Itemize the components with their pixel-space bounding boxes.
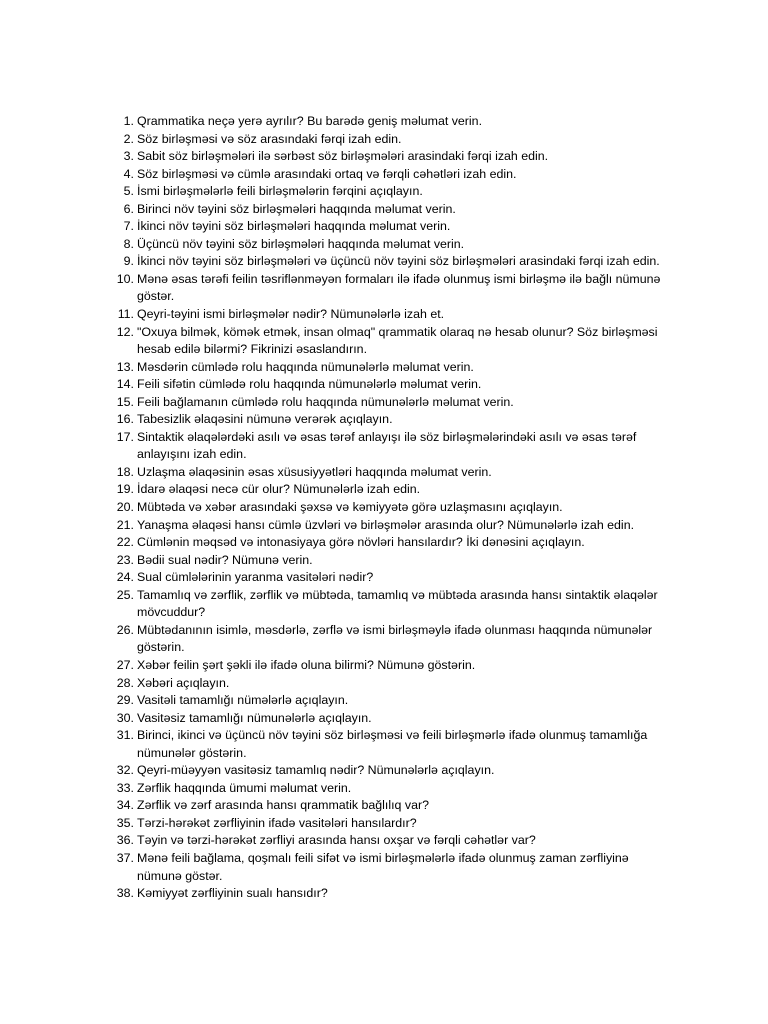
list-item-number: 21. <box>116 517 134 532</box>
list-item <box>110 692 670 710</box>
list-item-text: İdarə əlaqəsi necə cür olur? Nümunələrlə izah edin. <box>137 482 421 497</box>
list-item <box>110 657 670 675</box>
list-item-text: Birinci növ təyini söz birləşmələri haqqında məlumat verin. <box>137 201 456 216</box>
list-item-number: 24. <box>116 570 134 585</box>
list-item <box>110 271 670 306</box>
list-item-number: 18. <box>116 464 134 479</box>
list-item-text: Qrammatika neçə yerə ayrılır? Bu barədə geniş məlumat verin. <box>137 114 483 128</box>
list-item <box>110 218 670 236</box>
list-item <box>110 253 670 271</box>
list-item <box>110 885 670 903</box>
list-item-text: Söz birləşməsi və söz arasındaki fərqi izah edin. <box>137 131 402 146</box>
list-item-number: 4. <box>123 166 134 181</box>
list-item <box>110 183 670 201</box>
list-item <box>110 148 670 166</box>
list-item-number: 19. <box>116 482 134 497</box>
list-item-text: Bədii sual nədir? Nümunə verin. <box>137 552 313 567</box>
list-item-number: 1. <box>123 114 134 128</box>
list-item-text: Təyin və tərzi-hərəkət zərfliyi arasında hansı oxşar və fərqli cəhətlər var? <box>137 833 536 848</box>
list-item-text: Vasitəli tamamlığı nümələrlə açıqlayın. <box>137 693 349 708</box>
list-item-number: 11. <box>117 307 134 322</box>
list-item <box>110 481 670 499</box>
list-item-number: 17. <box>116 429 134 444</box>
list-item-number: 26. <box>116 622 134 637</box>
list-item-text: Tamamlıq və zərflik, zərflik və mübtəda, tamamlıq və mübtəda arasında hansı sintaktik əlaqələr mövcuddur? <box>137 587 658 620</box>
list-item-text: Yanaşma əlaqəsi hansı cümlə üzvləri və birləşmələr arasında olur? Nümunələrlə izah edin. <box>137 517 635 532</box>
list-item-text: Tərzi-hərəkət zərfliyinin ifadə vasitələri hansılardır? <box>137 815 417 830</box>
list-item-number: 36. <box>116 833 134 848</box>
list-item <box>110 517 670 535</box>
list-item-text: Zərflik haqqında ümumi məlumat verin. <box>137 780 352 795</box>
list-item-number: 38. <box>116 886 134 901</box>
list-item-number: 14. <box>116 377 134 392</box>
list-item-number: 16. <box>116 412 134 427</box>
list-item-number: 37. <box>116 850 134 865</box>
list-item-number: 3. <box>123 149 134 164</box>
list-item-text: Qeyri-müəyyən vasitəsiz tamamlıq nədir? Nümunələrlə açıqlayın. <box>137 763 495 778</box>
list-item <box>110 710 670 728</box>
list-item-number: 33. <box>116 780 134 795</box>
list-item-number: 25. <box>116 587 134 602</box>
list-item <box>110 324 670 359</box>
list-item-number: 22. <box>116 535 134 550</box>
list-item <box>110 780 670 798</box>
list-item-number: 12. <box>116 324 134 339</box>
list-item <box>110 675 670 693</box>
list-item-number: 23. <box>116 552 134 567</box>
list-item-text: Zərflik və zərf arasında hansı qrammatik bağlılıq var? <box>137 798 429 813</box>
list-item <box>110 534 670 552</box>
list-item-number: 20. <box>116 500 134 515</box>
list-item-number: 7. <box>123 219 134 234</box>
list-item-text: Sual cümlələrinin yaranma vasitələri nədir? <box>137 570 374 585</box>
list-item-text: Feili bağlamanın cümlədə rolu haqqında nümunələrlə məlumat verin. <box>137 394 514 409</box>
list-item <box>110 166 670 184</box>
list-item-number: 35. <box>116 815 134 830</box>
list-item-text: İkinci növ təyini söz birləşmələri və üçüncü növ təyini söz birləşmələri arasindaki fərqi izah edin. <box>137 254 660 269</box>
list-item-text: "Oxuya bilmək, kömək etmək, insan olmaq" qrammatik olaraq nə hesab olunur? Söz birləşməsi hesab edilə bilərmi? Fikrinizi əsaslandırın. <box>137 324 658 357</box>
list-item-text: Mübtədanının isimlə, məsdərlə, zərflə və ismi birləşməylə ifadə olunması haqqında nümunələr göstərin. <box>137 622 653 655</box>
list-item-number: 27. <box>116 657 134 672</box>
list-item-number: 2. <box>123 131 134 146</box>
list-item <box>110 359 670 377</box>
list-item-number: 9. <box>123 254 134 269</box>
list-item <box>110 850 670 885</box>
list-item <box>110 499 670 517</box>
list-item <box>110 762 670 780</box>
list-item <box>110 429 670 464</box>
list-item-text: Xəbər feilin şərt şəkli ilə ifadə oluna bilirmi? Nümunə göstərin. <box>137 657 476 672</box>
list-item <box>110 113 670 131</box>
list-item <box>110 411 670 429</box>
list-item-text: Feili sifətin cümlədə rolu haqqında nümunələrlə məlumat verin. <box>137 377 482 392</box>
list-item-number: 8. <box>123 236 134 251</box>
list-item <box>110 201 670 219</box>
list-item-number: 34. <box>116 798 134 813</box>
list-item <box>110 832 670 850</box>
list-item-text: Xəbəri açıqlayın. <box>137 675 230 690</box>
list-item-text: Söz birləşməsi və cümlə arasındaki ortaq və fərqli cəhətləri izah edin. <box>137 166 517 181</box>
list-item-text: Məsdərin cümlədə rolu haqqında nümunələrlə məlumat verin. <box>137 359 474 374</box>
list-item <box>110 569 670 587</box>
list-item <box>110 622 670 657</box>
list-item <box>110 727 670 762</box>
list-item-text: İkinci növ təyini söz birləşmələri haqqında məlumat verin. <box>137 219 451 234</box>
list-item-text: Birinci, ikinci və üçüncü növ təyini söz birləşməsi və feili birləşmərlə ifadə olunmuş tamamlığa nümunələr göstərin. <box>137 728 648 760</box>
list-item-text: Sabit söz birləşmələri ilə sərbəst söz birləşmələri arasindaki fərqi izah edin. <box>137 149 549 164</box>
list-item-number: 29. <box>116 693 134 708</box>
list-item <box>110 131 670 149</box>
list-item-text: Vasitəsiz tamamlığı nümunələrlə açıqlayın. <box>137 710 372 725</box>
list-item-number: 31. <box>116 728 134 743</box>
list-item-text: Mənə əsas tərəfi feilin təsriflənməyən formaları ilə ifadə olunmuş ismi birləşmə ilə bağlı nümunə göstər. <box>137 271 661 304</box>
list-item-text: Kəmiyyət zərfliyinin sualı hansıdır? <box>137 886 328 901</box>
list-item-number: 28. <box>116 675 134 690</box>
list-item <box>110 797 670 815</box>
list-item-number: 13. <box>116 359 134 374</box>
list-item <box>110 587 670 622</box>
list-item-text: Üçüncü növ təyini söz birləşmələri haqqında məlumat verin. <box>137 236 465 251</box>
list-item-number: 6. <box>123 201 134 216</box>
list-item <box>110 306 670 324</box>
question-list <box>110 113 670 903</box>
list-item-text: Mənə feili bağlama, qoşmalı feili sifət və ismi birləşmələrlə ifadə olunmuş zaman zərfliyinə nümunə göstər. <box>137 850 629 883</box>
list-item <box>110 376 670 394</box>
list-item-text: Cümlənin məqsəd və intonasiyaya görə növləri hansılardır? İki dənəsini açıqlayın. <box>137 535 585 550</box>
list-item-text: Qeyri-təyini ismi birləşmələr nədir? Nümunələrlə izah et. <box>137 307 445 322</box>
list-item-number: 32. <box>116 763 134 778</box>
list-item-number: 30. <box>116 710 134 725</box>
list-item-text: Uzlaşma əlaqəsinin əsas xüsusiyyətləri haqqında məlumat verin. <box>137 464 492 479</box>
list-item-text: Sintaktik əlaqələrdəki asılı və əsas tərəf anlayışı ilə söz birləşmələrindəki asılı və əsas tərəf anlayışını izah edin. <box>137 429 637 462</box>
list-item <box>110 815 670 833</box>
list-item-number: 15. <box>116 394 134 409</box>
list-item-number: 10. <box>116 271 134 286</box>
list-item-text: Mübtəda və xəbər arasındaki şəxsə və kəmiyyətə görə uzlaşmasını açıqlayın. <box>137 500 563 515</box>
list-item <box>110 394 670 412</box>
list-item <box>110 236 670 254</box>
list-item-text: Tabesizlik əlaqəsini nümunə verərək açıqlayın. <box>137 412 393 427</box>
list-item-text: İsmi birləşmələrlə feili birləşmələrin fərqini açıqlayın. <box>137 184 423 199</box>
list-item-number: 5. <box>123 184 134 199</box>
list-item <box>110 464 670 482</box>
list-item <box>110 552 670 570</box>
